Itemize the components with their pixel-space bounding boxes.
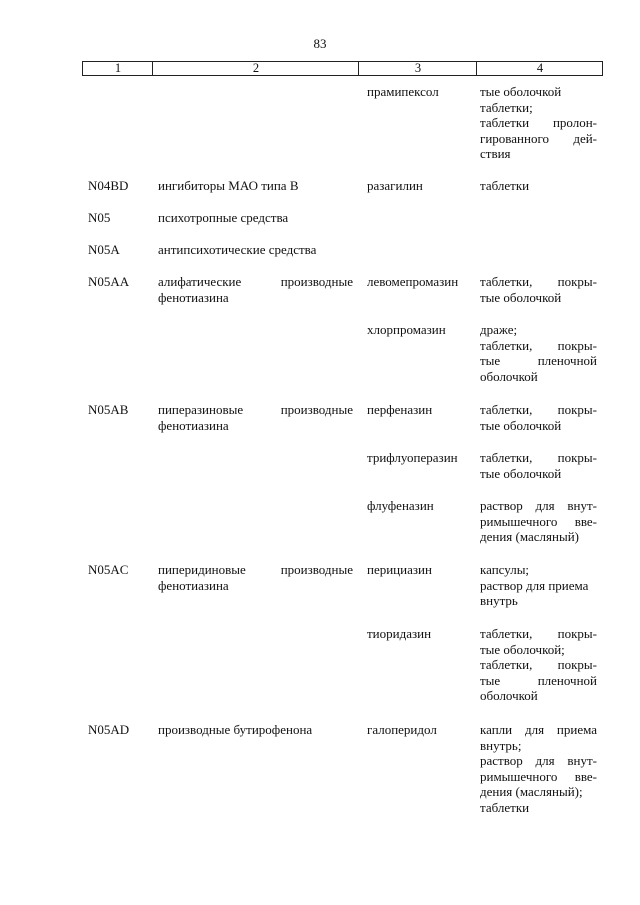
dosage-form-line: тые пленочной	[480, 672, 597, 688]
atc-code: N04BD	[88, 178, 129, 193]
group-name	[158, 722, 353, 738]
dosage-forms	[480, 626, 597, 704]
dosage-form-line: римышечного вве-	[480, 768, 597, 784]
drug-name: тиоридазин	[367, 626, 432, 641]
dosage-form-line: внутрь	[480, 593, 518, 608]
dosage-form-line: внутрь;	[480, 737, 522, 753]
group-name-line: ингибиторы МАО типа B	[158, 178, 299, 193]
group-name-line: пиперазиновые производные	[158, 402, 353, 417]
atc-code: N05AD	[88, 722, 130, 737]
drug-name: галоперидол	[367, 722, 437, 737]
dosage-form-line: тые оболочкой;	[480, 641, 565, 657]
table-header	[82, 61, 603, 76]
dosage-form-line: таблетки, покры-	[480, 626, 597, 641]
header-col-4: 4	[536, 61, 544, 75]
dosage-form-line: таблетки;	[480, 99, 533, 115]
dosage-forms	[480, 84, 597, 162]
dosage-form-line: таблетки	[480, 799, 530, 815]
dosage-form-line: дения (масляный);	[480, 784, 583, 799]
group-name-line: психотропные средства	[158, 210, 289, 225]
dosage-forms	[480, 178, 597, 194]
drug-name: левомепромазин	[367, 274, 459, 289]
drug-name: прамипексол	[367, 84, 439, 99]
header-col-1: 1	[114, 61, 122, 75]
dosage-form-line: таблетки пролон-	[480, 115, 597, 130]
drug-name: разагилин	[367, 178, 423, 193]
group-name	[158, 274, 353, 305]
group-name-line: производные бутирофенона	[158, 722, 313, 737]
dosage-form-line: гированного дей-	[480, 130, 597, 146]
dosage-forms	[480, 562, 597, 609]
dosage-form-line: капли для приема	[480, 722, 597, 737]
atc-code: N05A	[88, 242, 120, 257]
dosage-forms	[480, 722, 597, 815]
group-name-line: фенотиазина	[158, 417, 229, 433]
drug-name: трифлуоперазин	[367, 450, 458, 465]
dosage-form-line: раствор для внут-	[480, 498, 597, 513]
dosage-form-line: римышечного вве-	[480, 513, 597, 529]
group-name-line: антипсихотические средства	[158, 242, 317, 257]
group-name	[158, 402, 353, 433]
dosage-form-line: таблетки, покры-	[480, 402, 597, 417]
dosage-form-line: раствор для внут-	[480, 753, 597, 768]
atc-code: N05AB	[88, 402, 129, 417]
dosage-form-line: таблетки, покры-	[480, 450, 597, 465]
dosage-form-line: дения (масляный)	[480, 529, 579, 544]
dosage-form-line: таблетки, покры-	[480, 337, 597, 353]
dosage-form-line: драже;	[480, 322, 518, 337]
dosage-form-line: тые оболочкой	[480, 84, 562, 99]
dosage-form-line: раствор для приема	[480, 577, 589, 593]
dosage-forms	[480, 274, 597, 305]
drug-name: хлорпромазин	[367, 322, 446, 337]
group-name	[158, 242, 353, 258]
group-name	[158, 178, 353, 194]
dosage-forms	[480, 322, 597, 384]
dosage-forms	[480, 402, 597, 433]
atc-code: N05	[88, 210, 111, 225]
dosage-form-line: тые пленочной	[480, 353, 597, 368]
header-col-2: 2	[252, 61, 260, 75]
dosage-form-line: таблетки, покры-	[480, 274, 597, 289]
group-name-line: фенотиазина	[158, 289, 229, 305]
page-number: 83	[313, 36, 327, 51]
header-col-3: 3	[414, 61, 422, 75]
dosage-form-line: таблетки, покры-	[480, 657, 597, 672]
group-name	[158, 562, 353, 593]
dosage-form-line: тые оболочкой	[480, 289, 562, 305]
dosage-forms	[480, 450, 597, 481]
group-name-line: алифатические производные	[158, 274, 353, 289]
atc-code: N05AA	[88, 274, 130, 289]
dosage-form-line: тые оболочкой	[480, 465, 562, 481]
dosage-forms	[480, 498, 597, 545]
group-name	[158, 210, 353, 226]
group-name-line: пиперидиновые производные	[158, 562, 353, 577]
dosage-form-line: тые оболочкой	[480, 417, 562, 433]
dosage-form-line: ствия	[480, 146, 511, 161]
drug-name: перфеназин	[367, 402, 433, 417]
drug-name: перициазин	[367, 562, 432, 577]
dosage-form-line: оболочкой	[480, 368, 538, 384]
drug-name: флуфеназин	[367, 498, 434, 513]
atc-code: N05AC	[88, 562, 129, 577]
group-name-line: фенотиазина	[158, 577, 229, 593]
dosage-form-line: капсулы;	[480, 562, 530, 577]
dosage-form-line: таблетки	[480, 178, 530, 193]
dosage-form-line: оболочкой	[480, 688, 538, 703]
